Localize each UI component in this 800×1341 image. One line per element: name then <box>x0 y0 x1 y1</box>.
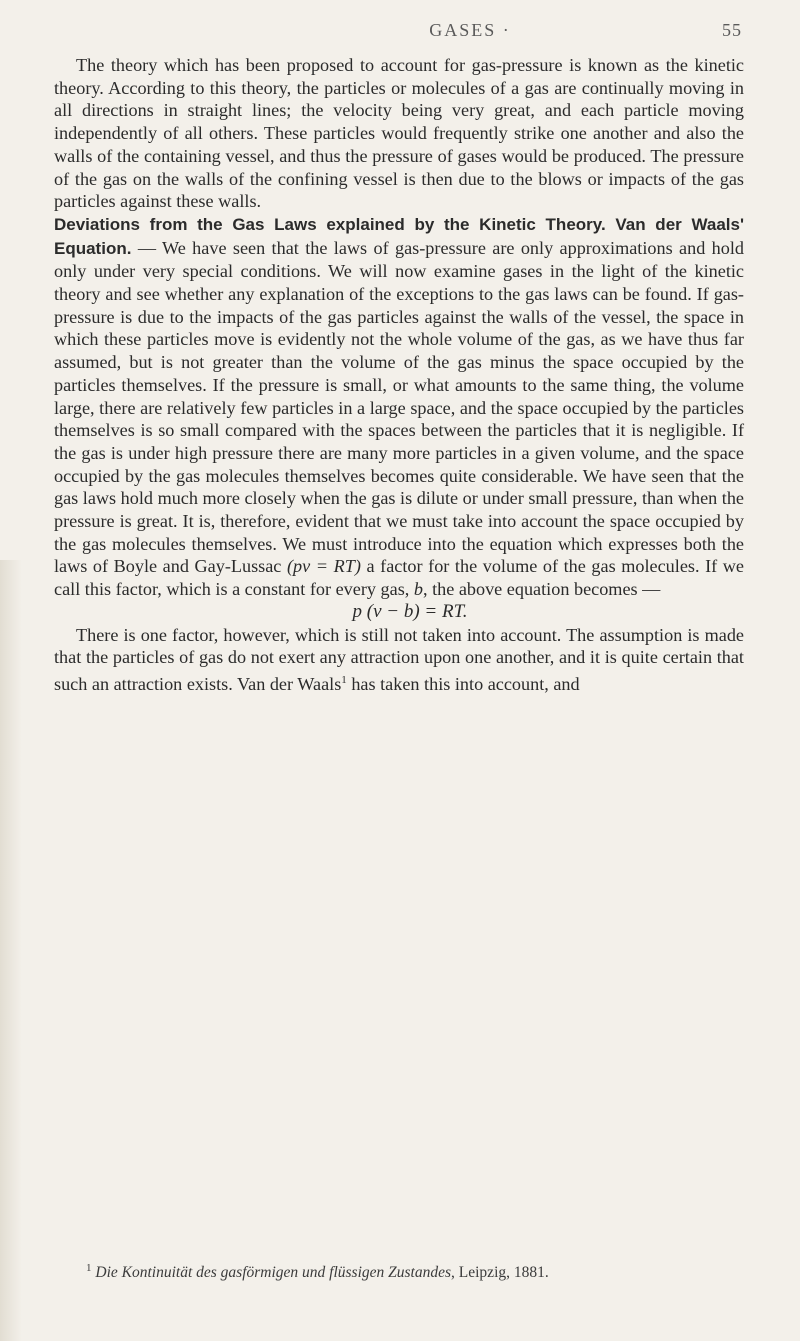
paragraph-text: — We have seen that the laws of gas-pressure are only approximations and hold only under very special conditions. We will now examine gases in the light of the kinetic theory and see whether any explanation of the exceptions to the gas laws can be found. If gas-pressure is due to the impacts of the gas particles against the walls of the vessel, the space in which these particles move is evidently not the whole volume of the gas, as we have thus far assumed, but is not greater than the volume of the gas minus the space occupied by the particles themselves. If the pressure is small, or what amounts to the same thing, the volume large, there are relatively few particles in a large space, and the space occupied by the particles themselves is so small compared with the spaces between the particles that it is negligible. If the gas is under high pressure there are many more particles in a given volume, and the space occupied by the gas molecules themselves becomes quite considerable. We have seen that the gas laws hold much more closely when the gas is dilute or under small pressure, than when the pressure is great. It is, therefore, evident that we must take into account the space occupied by the gas molecules themselves. We must introduce into the equation which expresses both the laws of Boyle and Gay-Lussac <box>54 237 744 577</box>
section-heading: Deviations from the Gas Laws explained by the Kinetic Theory. Van der Waals' Equation. <box>54 214 744 258</box>
paragraph-deviations <box>54 213 744 601</box>
footnote-marker: 1 <box>86 1262 92 1274</box>
display-equation: p (v − b) = RT. <box>352 600 468 622</box>
paragraph-text-tail: a factor for the volume of the gas molecules. If we call this factor, which is a constant for every gas, <box>54 556 744 600</box>
inline-equation: (pv = RT) <box>286 556 361 577</box>
page-number: 55 <box>722 20 742 40</box>
main-text <box>54 54 744 696</box>
paragraph-text-end: , the above equation becomes — <box>422 579 661 600</box>
footnote-publication: , Leipzig, 1881. <box>451 1264 549 1282</box>
factor-symbol: b <box>413 579 423 600</box>
running-header <box>0 20 800 50</box>
paragraph-attraction <box>54 624 744 696</box>
footnote-work-title: Die Kontinuität des gasförmigen und flüssigen Zustandes <box>95 1264 452 1282</box>
footnote <box>86 1262 746 1282</box>
running-title: GASES · <box>429 20 511 40</box>
binding-shadow <box>0 560 22 1341</box>
paragraph-text-start: There is one factor, however, which is still not taken into account. The assumption is made that the particles of gas do not exert any attraction upon one another, and it is quite certain that such an attraction exists. Van der Waals <box>54 624 744 695</box>
footnote-reference: 1 <box>341 673 347 686</box>
paragraph-kinetic-theory: The theory which has been proposed to account for gas-pressure is known as the kinetic theory. According to this theory, the particles or molecules of a gas are continually moving in all directions in straight lines; the velocity being very great, and each particle moving independently of all others. These particles would frequently strike one another and also the walls of the containing vessel, and thus the pressure of gases would be produced. The pressure of the gas on the walls of the confining vessel is then due to the blows or impacts of the gas particles against these walls. <box>54 55 744 212</box>
paragraph-text-end: has taken this into account, and <box>346 674 580 695</box>
